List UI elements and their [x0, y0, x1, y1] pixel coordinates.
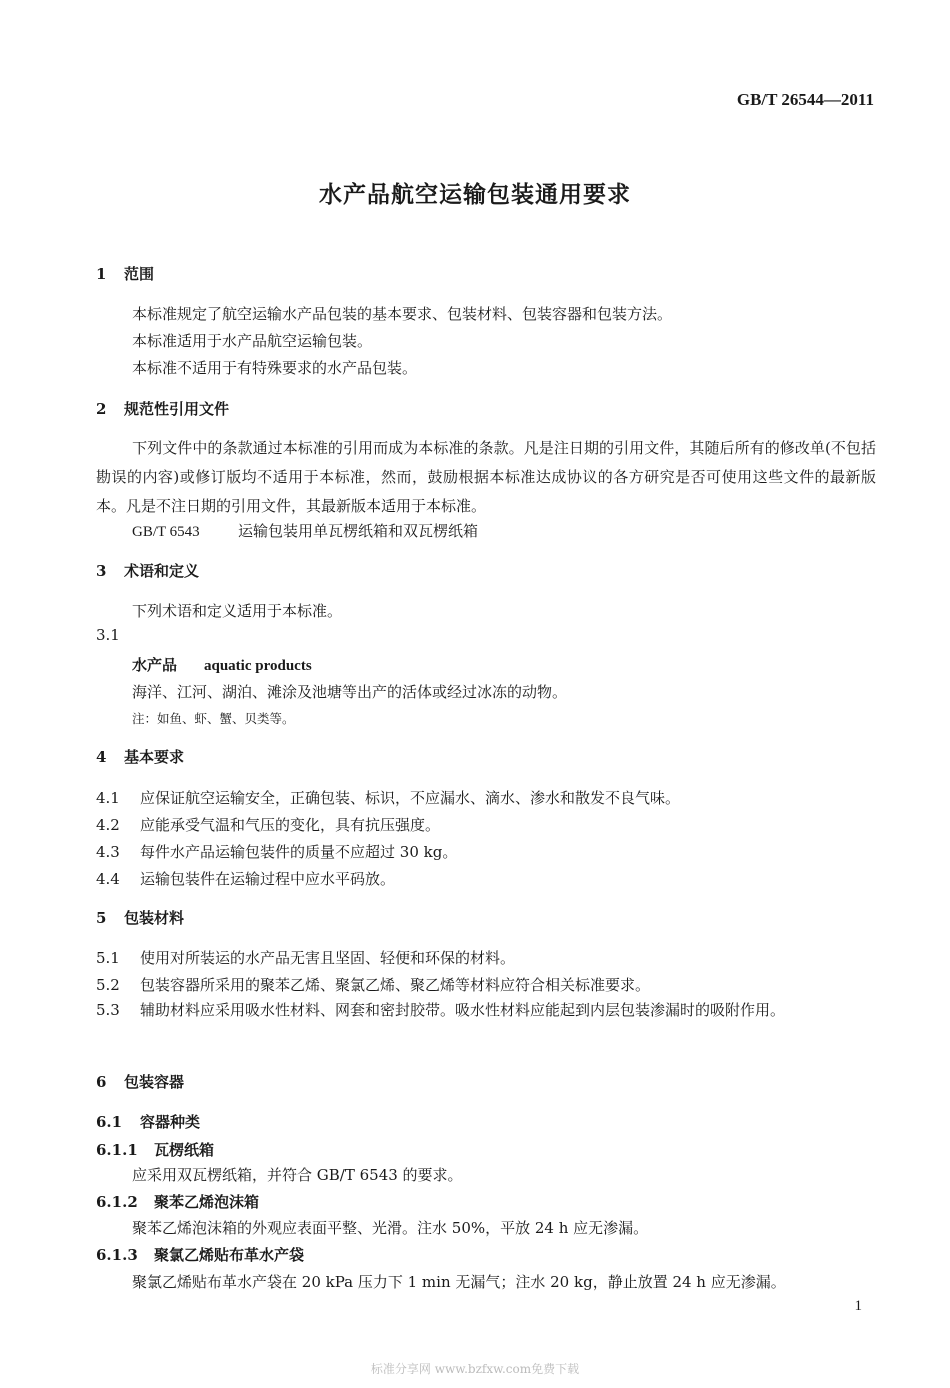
subclause-number: 6.1.3	[96, 1246, 138, 1264]
subclause-heading	[96, 1191, 259, 1212]
term-definition: 海洋、江河、湖泊、滩涂及池塘等出产的活体或经过冰冻的动物。	[132, 683, 568, 701]
clause-number: 5.1	[96, 949, 120, 967]
section-number: 5	[96, 909, 107, 927]
subclause-text: 聚苯乙烯泡沫箱的外观应表面平整、光滑。注水 50%，平放 24 h 应无渗漏。	[132, 1219, 649, 1237]
page-number: 1	[854, 1298, 862, 1314]
clause	[96, 868, 395, 889]
subclause-heading	[96, 1244, 304, 1265]
clause	[96, 814, 440, 835]
section-title: 基本要求	[124, 748, 185, 766]
subclause-number: 6.1.2	[96, 1193, 138, 1211]
section-number: 3	[96, 562, 107, 580]
clause-number: 4.1	[96, 789, 120, 807]
section-number: 4	[96, 748, 107, 766]
clause-text: 每件水产品运输包装件的质量不应超过 30 kg。	[140, 843, 458, 861]
subclause-number: 6.1.1	[96, 1141, 138, 1159]
section-4-heading	[96, 746, 184, 767]
clause-number: 4.2	[96, 816, 120, 834]
standard-number: GB/T 26544—2011	[736, 90, 874, 109]
section-5-heading	[96, 907, 184, 928]
footer-watermark: 标准分享网 www.bzfxw.com免费下载	[370, 1362, 580, 1376]
subclause-title: 瓦楞纸箱	[154, 1141, 215, 1159]
section-title: 规范性引用文件	[124, 400, 230, 418]
section-number: 1	[96, 265, 107, 283]
reference-title: 运输包装用单瓦楞纸箱和双瓦楞纸箱	[238, 522, 479, 540]
section-number: 2	[96, 400, 107, 418]
term-entry	[132, 654, 312, 675]
clause-number: 4.4	[96, 870, 120, 888]
clause-number: 4.3	[96, 843, 120, 861]
paragraph-text: 下列文件中的条款通过本标准的引用而成为本标准的条款。凡是注日期的引用文件，其随后所有的修改单(不包括勘误的内容)或修订版均不适用于本标准，然而，鼓励根据本标准达成协议的各方研究是否可使用这些文件的最新版本。凡是不注日期的引用文件，其最新版本适用于本标准。	[96, 439, 876, 515]
section-number: 6	[96, 1073, 107, 1091]
section-title: 范围	[124, 265, 155, 283]
subsection-title: 容器种类	[140, 1113, 201, 1131]
clause-text: 使用对所装运的水产品无害且坚固、轻便和环保的材料。	[140, 949, 516, 967]
reference-code: GB/T 6543	[132, 524, 200, 540]
clause-text: 包装容器所采用的聚苯乙烯、聚氯乙烯、聚乙烯等材料应符合相关标准要求。	[140, 976, 651, 994]
subclause-title: 聚苯乙烯泡沫箱	[154, 1193, 260, 1211]
paragraph: 下列术语和定义适用于本标准。	[132, 602, 343, 620]
clause	[96, 996, 876, 1025]
subclause-text: 应采用双瓦楞纸箱，并符合 GB/T 6543 的要求。	[132, 1166, 463, 1184]
clause-number: 5.3	[96, 1001, 120, 1019]
paragraph: 本标准适用于水产品航空运输包装。	[132, 332, 373, 350]
section-1-heading	[96, 263, 154, 284]
clause	[96, 841, 457, 862]
clause-text: 运输包装件在运输过程中应水平码放。	[140, 870, 396, 888]
clause	[96, 947, 515, 968]
section-2-heading	[96, 398, 229, 419]
clause-text: 辅助材料应采用吸水性材料、网套和密封胶带。吸水性材料应能起到内层包装渗漏时的吸附作用。	[140, 1001, 786, 1019]
subclause-heading	[96, 1139, 214, 1160]
subclause-text: 聚氯乙烯贴布革水产袋在 20 kPa 压力下 1 min 无漏气；注水 20 kg，静止放置 24 h 应无渗漏。	[132, 1273, 786, 1291]
section-title: 包装容器	[124, 1073, 185, 1091]
clause-number: 5.2	[96, 976, 120, 994]
clause	[96, 787, 680, 808]
term-number: 3.1	[96, 626, 120, 644]
section-title: 包装材料	[124, 909, 185, 927]
document-title: 水产品航空运输包装通用要求	[319, 181, 631, 208]
subsection-heading	[96, 1111, 200, 1132]
paragraph: 本标准不适用于有特殊要求的水产品包装。	[132, 359, 418, 377]
section-title: 术语和定义	[124, 562, 200, 580]
paragraph: 本标准规定了航空运输水产品包装的基本要求、包装材料、包装容器和包装方法。	[132, 305, 673, 323]
term-chinese: 水产品	[132, 656, 178, 674]
clause-text: 应保证航空运输安全，正确包装、标识，不应漏水、滴水、渗水和散发不良气味。	[140, 789, 681, 807]
clause	[96, 974, 650, 995]
subclause-title: 聚氯乙烯贴布革水产袋	[154, 1246, 305, 1264]
term-english: aquatic products	[204, 658, 312, 674]
reference-entry	[132, 520, 478, 541]
note: 注：如鱼、虾、蟹、贝类等。	[132, 711, 295, 726]
clause-text: 应能承受气温和气压的变化，具有抗压强度。	[140, 816, 441, 834]
paragraph	[96, 434, 876, 521]
subsection-number: 6.1	[96, 1113, 123, 1131]
section-3-heading	[96, 560, 199, 581]
section-6-heading	[96, 1071, 184, 1092]
